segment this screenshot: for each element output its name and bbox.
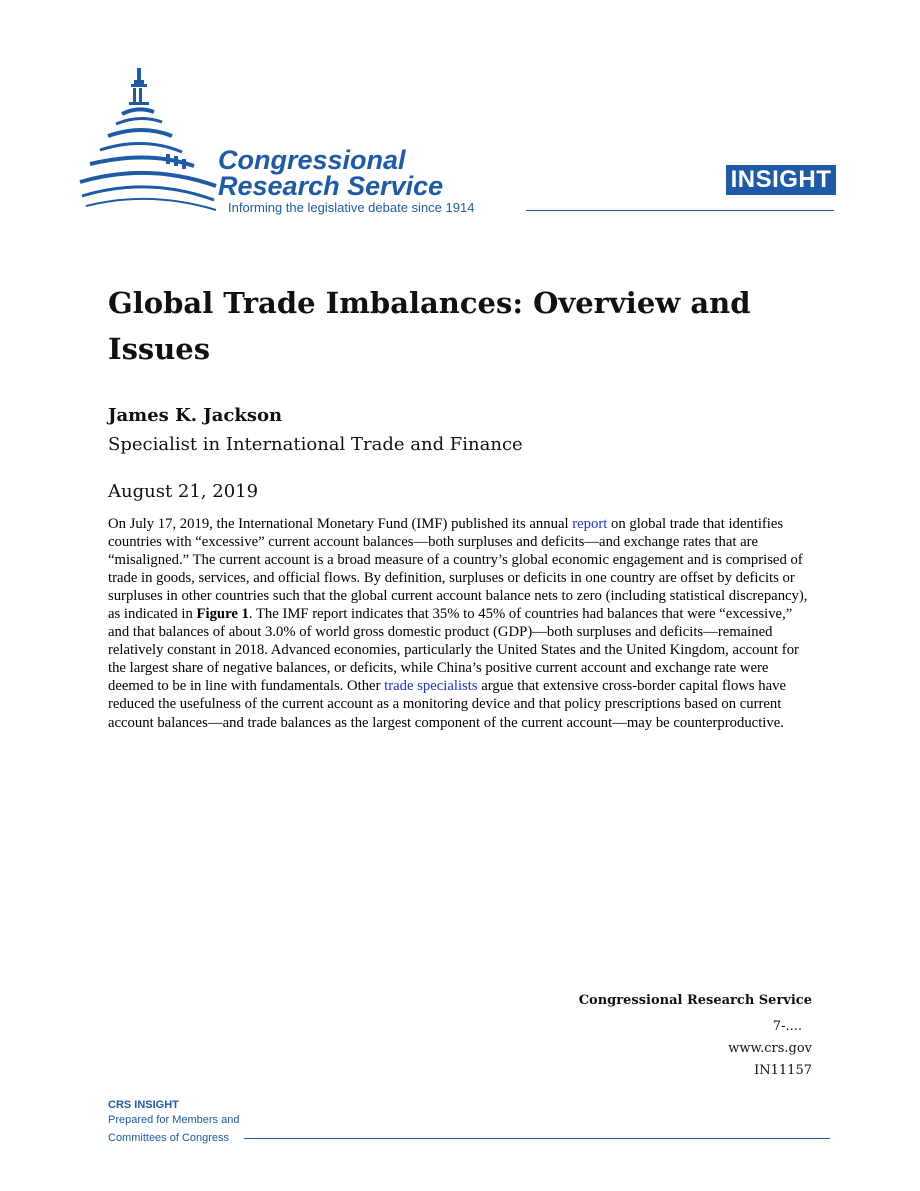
prepared-for-line1: Prepared for Members and [108, 1114, 240, 1126]
footer-report-id: IN11157 [754, 1063, 812, 1078]
header-divider [526, 210, 834, 211]
body-text-segment: . The IMF report indicates that 35% to 45% of countries had balances that were “excessive,” and that balances of about 3.0% of world gross domestic product (GDP)—both surpluses and deficits—remained relatively constant in 2018. Advanced economies, particularly the United States and the United Kingdom, account for the largest share of negative balances, or deficits, while China’s positive current account and exchange rate were deemed to be in line with fundamentals. Other [108, 606, 799, 695]
trade-specialists-link[interactable]: trade specialists [384, 678, 478, 695]
figure-reference: Figure 1 [196, 606, 249, 623]
body-text-segment: on global trade that identifies countries with “excessive” current account balances—both surpluses and deficits—and exchange rates that are “misaligned.” The current account is a broad measure of a country’s global economic engagement and is comprised of trade in goods, services, and official flows. By definition, surpluses or deficits in one country are offset by deficits or surpluses in other countries such that the global current account balance nets to zero (including statistical discrepancy), as indicated in [108, 516, 808, 623]
footer-org-name: Congressional Research Service [578, 993, 812, 1008]
publication-date: August 21, 2019 [108, 481, 259, 502]
org-tagline: Informing the legislative debate since 1914 [228, 200, 475, 215]
body-text-segment: argue that extensive cross-border capital flows have reduced the usefulness of the current account as a monitoring device and that policy prescriptions based on current account balances—and trade balances as the largest component of the current account—may be counterproductive. [108, 678, 787, 731]
crs-insight-label: CRS INSIGHT [108, 1099, 179, 1111]
document-title: Global Trade Imbalances: Overview and Issues [108, 286, 751, 366]
org-name-line1: Congressional [218, 145, 406, 175]
prepared-for-line2: Committees of Congress [108, 1132, 230, 1144]
author-position: Specialist in International Trade and Finance [108, 434, 523, 455]
footer-divider [244, 1138, 830, 1139]
author-name: James K. Jackson [108, 405, 283, 426]
body-paragraph [108, 515, 814, 732]
org-name-line2: Research Service [218, 171, 444, 201]
footer-url: www.crs.gov [728, 1041, 812, 1056]
capitol-dome-icon [78, 64, 218, 214]
footer-number: 7-.... [772, 1019, 802, 1034]
body-text-segment: On July 17, 2019, the International Monetary Fund (IMF) published its annual [108, 516, 573, 532]
report-link[interactable]: report [572, 516, 608, 532]
insight-badge: INSIGHT [726, 165, 836, 195]
